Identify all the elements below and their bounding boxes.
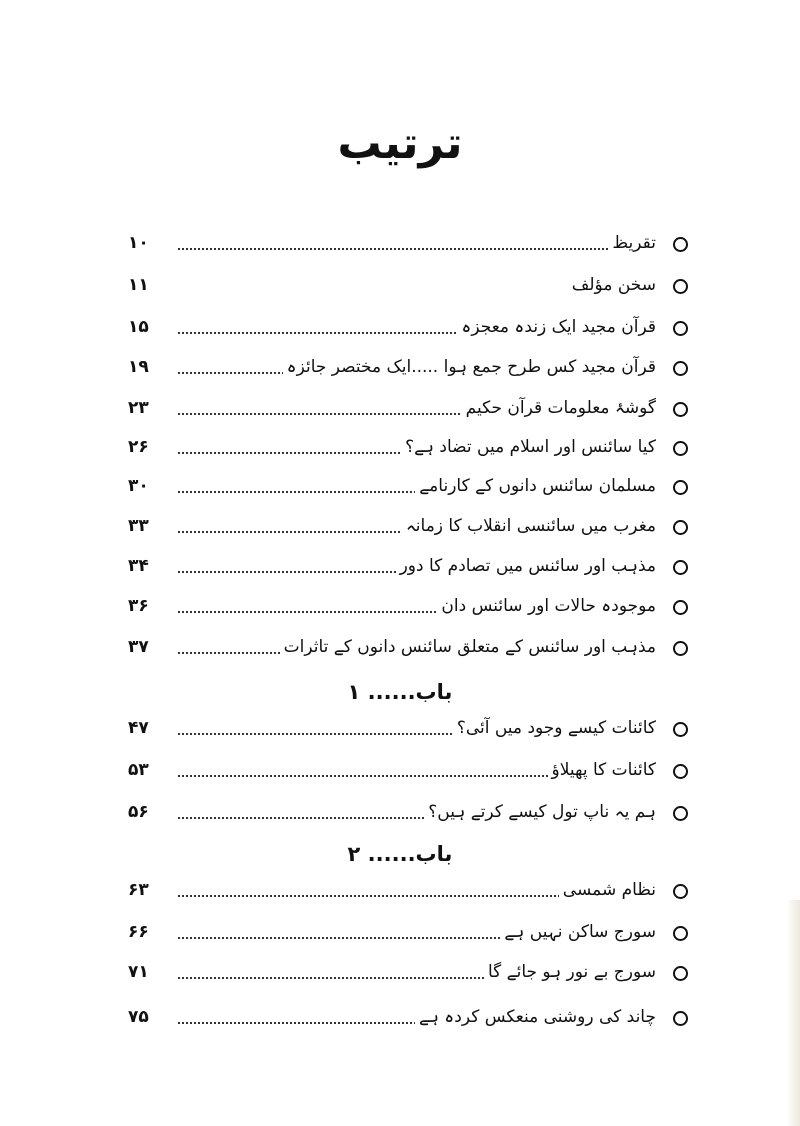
- page-edge-shadow: [786, 900, 800, 1126]
- entry-page-number: ۷۵: [128, 1007, 149, 1027]
- circle-bullet-icon: [673, 520, 688, 535]
- circle-bullet-icon: [673, 641, 688, 656]
- entry-title: کائنات کا پھیلاؤ: [548, 756, 656, 784]
- toc-entry: [128, 958, 688, 988]
- dot-leader: [178, 248, 656, 250]
- entry-page-number: ۲۳: [128, 398, 149, 418]
- entry-title: موجودہ حالات اور سائنس دان: [437, 592, 656, 620]
- toc-entry: [128, 918, 688, 948]
- toc-entry: [128, 512, 688, 542]
- toc-entry: [128, 592, 688, 622]
- toc-entry: [128, 394, 688, 424]
- toc-entry: [128, 353, 688, 383]
- entry-title: تقریظ: [608, 229, 656, 257]
- entry-page-number: ۶۶: [128, 922, 149, 942]
- entry-title: کائنات کیسے وجود میں آئی؟: [453, 714, 656, 742]
- toc-entry: [128, 313, 688, 343]
- entry-page-number: ۵۶: [128, 802, 149, 822]
- entry-title: مسلمان سائنس دانوں کے کارنامے: [415, 472, 656, 500]
- entry-title: سخن مؤلف: [568, 271, 656, 299]
- circle-bullet-icon: [673, 402, 688, 417]
- entry-title: سورج ساکن نہیں ہے: [500, 918, 656, 946]
- entry-title: سورج بے نور ہو جائے گا: [484, 958, 656, 986]
- entry-page-number: ۳۴: [128, 556, 149, 576]
- entry-title: کیا سائنس اور اسلام میں تضاد ہے؟: [401, 433, 656, 461]
- entry-title: گوشۂ معلومات قرآن حکیم: [462, 394, 656, 422]
- circle-bullet-icon: [673, 764, 688, 779]
- entry-page-number: ۴۷: [128, 718, 149, 738]
- toc-entry: [128, 876, 688, 906]
- toc-entry: [128, 433, 688, 463]
- circle-bullet-icon: [673, 560, 688, 575]
- toc-entry: [128, 714, 688, 744]
- toc-entry: [128, 1003, 688, 1033]
- entry-title: ہم یہ ناپ تول کیسے کرتے ہیں؟: [424, 798, 656, 826]
- entry-title: چاند کی روشنی منعکس کردہ ہے: [415, 1003, 656, 1031]
- toc-entry: [128, 271, 688, 301]
- circle-bullet-icon: [673, 884, 688, 899]
- circle-bullet-icon: [673, 600, 688, 615]
- entry-page-number: ۵۳: [128, 760, 149, 780]
- circle-bullet-icon: [673, 279, 688, 294]
- circle-bullet-icon: [673, 480, 688, 495]
- entry-title: قرآن مجید کس طرح جمع ہوا .....ایک مختصر جائزہ: [283, 353, 656, 381]
- entry-page-number: ۱۱: [128, 275, 149, 295]
- toc-entry: [128, 472, 688, 502]
- entry-page-number: ۷۱: [128, 962, 149, 982]
- toc-entry: [128, 229, 688, 259]
- entry-page-number: ۱۰: [128, 233, 149, 253]
- entry-title: مغرب میں سائنسی انقلاب کا زمانہ: [402, 512, 656, 540]
- toc-entry: [128, 552, 688, 582]
- circle-bullet-icon: [673, 441, 688, 456]
- entry-title: نظام شمسی: [559, 876, 656, 904]
- entry-page-number: ۳۰: [128, 476, 149, 496]
- entry-title: مذہب اور سائنس میں تصادم کا دور: [396, 552, 656, 580]
- entry-page-number: ۶۳: [128, 880, 149, 900]
- toc-entry: [128, 756, 688, 786]
- entry-page-number: ۳۶: [128, 596, 149, 616]
- toc-entry: [128, 798, 688, 828]
- entry-page-number: ۱۹: [128, 357, 149, 377]
- circle-bullet-icon: [673, 966, 688, 981]
- circle-bullet-icon: [673, 237, 688, 252]
- entry-page-number: ۳۳: [128, 516, 149, 536]
- entry-title: قرآن مجید ایک زندہ معجزہ: [457, 313, 656, 341]
- chapter-heading: باب...... ۲: [347, 842, 453, 866]
- circle-bullet-icon: [673, 722, 688, 737]
- circle-bullet-icon: [673, 361, 688, 376]
- entry-title: مذہب اور سائنس کے متعلق سائنس دانوں کے تاثرات: [280, 633, 656, 661]
- circle-bullet-icon: [673, 1011, 688, 1026]
- circle-bullet-icon: [673, 926, 688, 941]
- entry-page-number: ۳۷: [128, 637, 149, 657]
- toc-entry: [128, 633, 688, 663]
- entry-page-number: ۲۶: [128, 437, 149, 457]
- chapter-heading: باب...... ۱: [347, 680, 453, 704]
- circle-bullet-icon: [673, 321, 688, 336]
- page-title: ترتیب: [337, 118, 463, 169]
- circle-bullet-icon: [673, 806, 688, 821]
- entry-page-number: ۱۵: [128, 317, 149, 337]
